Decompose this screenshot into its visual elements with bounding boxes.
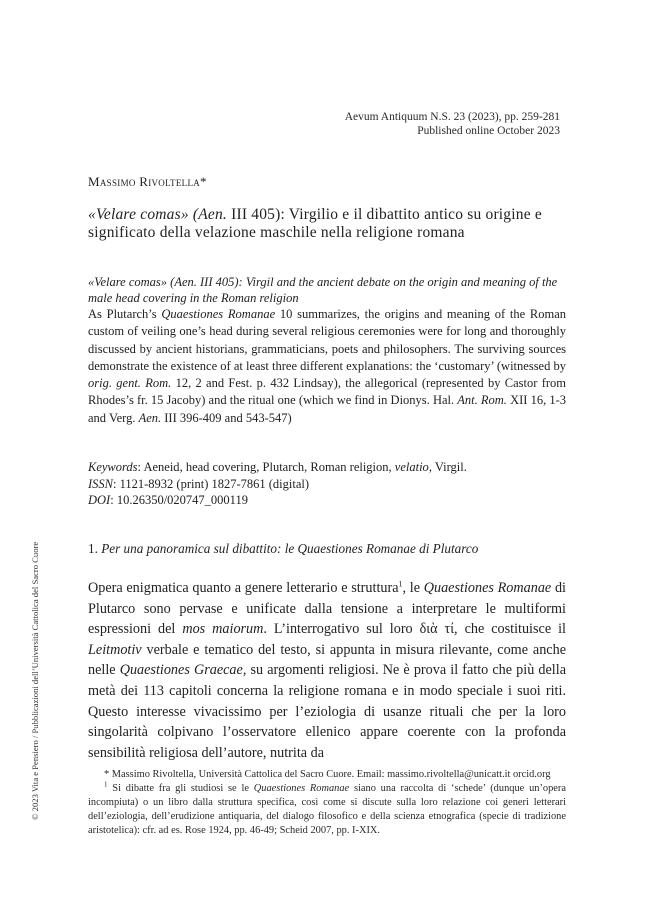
section-number: 1. [88,541,102,556]
footnote-1: $^1$ Si dibatte fra gli studiosi se le Quaestiones Romanae siano una raccolta di ‘schede’ (dunque un’opera incompiuta) o un libro dalla struttura specifica, così come si discute sulla loro relazione coi generi letterari dell’eziologia, dell’erudizione antiquaria, del dialogo filosofico e della scienza etnografica (specie di tradizione aristotelica): cfr. ad es. Rose 1924, pp. 46-49; Scheid 2007, pp. I-XIX. [88,780,566,836]
section-heading [88,540,478,557]
journal-citation: Aevum Antiquum N.S. 23 (2023), pp. 259-281 [344,111,560,123]
footnotes [88,768,566,838]
author-name: Massimo Rivoltella* [88,174,207,189]
publication-date: Published online October 2023 [417,125,560,137]
keywords-line: Keywords: Aeneid, head covering, Plutarch, Roman religion, velatio, Virgil. [88,460,467,474]
footnote-ref-1[interactable]: 1 [398,579,403,589]
abstract: As Plutarch’s Quaestiones Romanae 10 summarizes, the origins and meaning of the Roman custom of veiling one’s head during several religious ceremonies were for long and thoroughly discussed by ancient historians, grammaticians, poets and philosophers. The surviving sources demonstrate the existence of at least three different explanations: the ‘customary’ (witnessed by orig. gent. Rom. 12, 2 and Fest. p. 432 Lindsay), the allegorical (represented by Castor from Rhodes’s fr. 15 Jacoby) and the ritual one (which we find in Dionys. Hal. Ant. Rom. XII 16, 1-3 and Verg. Aen. III 396-409 and 543-547) [88,307,567,425]
article-metadata [88,459,566,509]
article-title [88,206,568,241]
issn-line: ISSN: 1121-8932 (print) 1827-7861 (digital) [88,476,310,491]
footnote-author: * Massimo Rivoltella, Università Cattolica del Sacro Cuore. Email: massimo.rivoltella@unicatt.it orcid.org [104,769,551,780]
doi-line[interactable]: DOI: 10.26350/020747_000119 [88,493,248,507]
body-paragraph: Opera enigmatica quanto a genere letterario e struttura$^1$, le Quaestiones Romanae di Plutarco sono pervase e unificate dalla tensione a interpretare le multiformi espressioni del mos maiorum. L’interrogativo sul loro διὰ τί, che costituisce il Leitmotiv verbale e tematico del testo, si appunta in misura rilevante, come anche nelle Quaestiones Graecae, su argomenti religiosi. Ne è prova il fatto che più della metà dei 113 capitoli concerna la religione romana e in modo speciale i suoi riti. Questo interesse vivacissimo per l’eziologia di usanze rituali che per la loro singolarità colpivano l’osservatore ellenico appare coerente con la profonda sensibilità religiosa dell’autore, nutrita da [88,579,566,761]
article-title-rest: III 405): Virgilio e il dibattito antico su origine e significato della velazione maschile nella religione romana [88,206,542,241]
journal-masthead [345,110,560,138]
section-title: Per una panoramica sul dibattito: le Quaestiones Romanae di Plutarco [101,541,479,556]
copyright-notice: © 2023 Vita e Pensiero / Pubblicazioni dell’Università Cattolica del Sacro Cuore [30,541,40,820]
article-title-italic: «Velare comas» (Aen. [88,206,228,223]
english-title: «Velare comas» (Aen. III 405): Virgil and the ancient debate on the origin and meaning of the male head covering in the Roman religion [88,275,558,305]
